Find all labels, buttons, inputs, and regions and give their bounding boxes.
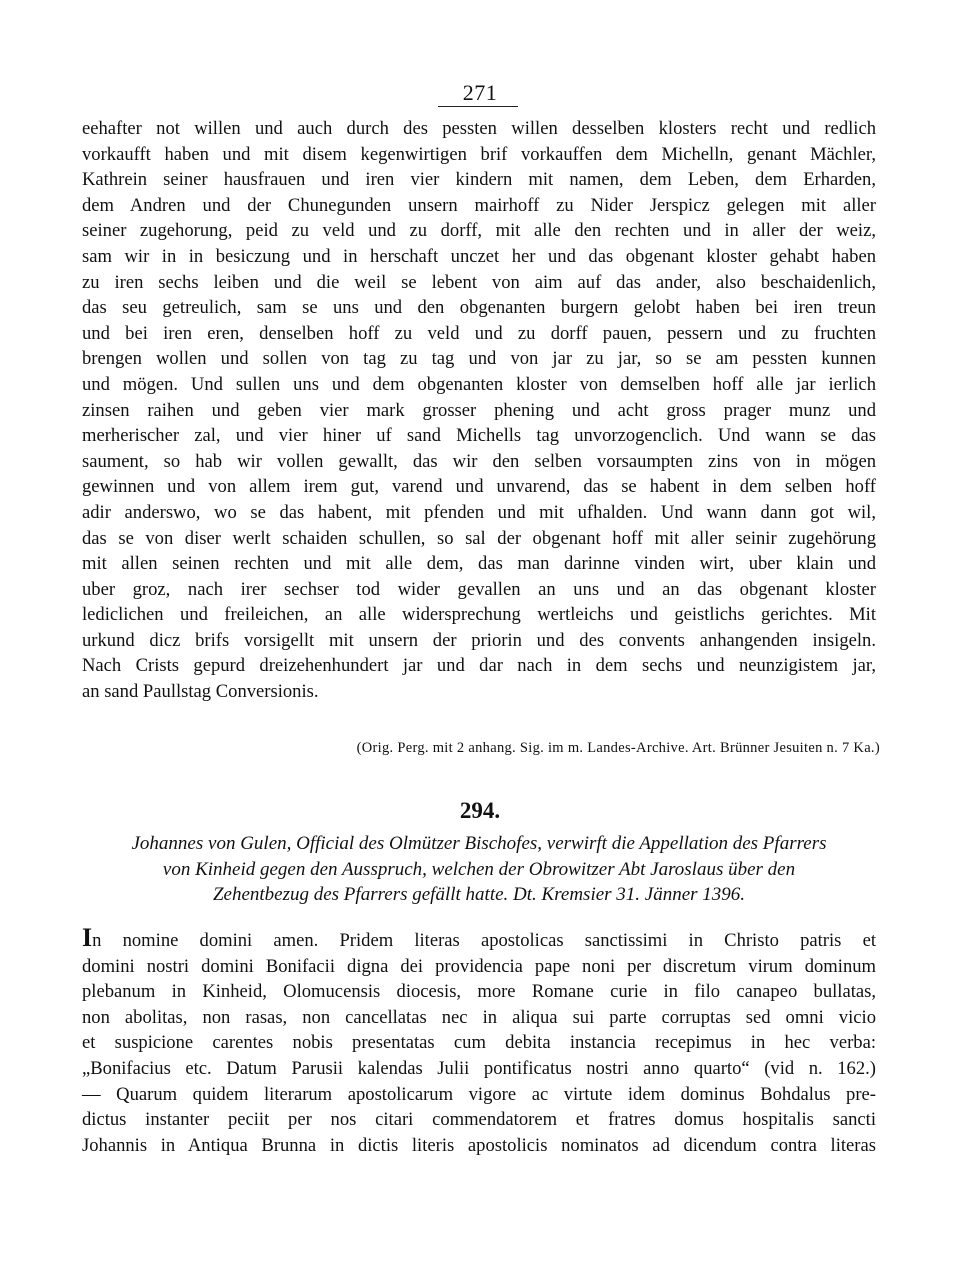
paragraph-line: dem Andren und der Chunegunden unsern mairhoff zu Nider Jerspicz gelegen mit aller <box>82 194 876 216</box>
heading-line: Zehentbezug des Pfarrers gefällt hatte. Dt. Kremsier 31. Jänner 1396. <box>212 884 746 906</box>
paragraph-line: zinsen raihen und geben vier mark grosser phening und acht gross prager munz und <box>82 399 876 421</box>
body-line: plebanum in Kinheid, Olomucensis diocesis, more Romane curie in filo canapeo bullatas, <box>82 981 876 1003</box>
paragraph-line: das seu getreulich, sam se uns und den obgenanten burgern gelobt haben bei iren treun <box>82 297 876 319</box>
paragraph-line: an sand Paullstag Conversionis. <box>82 681 319 703</box>
paragraph-line: uber groz, nach irer sechser tod wider gevallen an uns und an das obgenant kloster <box>82 578 876 600</box>
first-line-text: n nomine domini amen. Pridem literas apostolicas sanctissimi in Christo patris et <box>92 930 876 951</box>
body-line: et suspicione carentes nobis presentatas cum debita instancia recepimus in hec verba: <box>82 1032 876 1054</box>
document-body <box>82 923 876 1158</box>
paragraph-line: Nach Crists gepurd dreizehenhundert jar und dar nach in dem sechs und neunzigistem jar, <box>82 655 876 677</box>
paragraph-continued <box>82 116 876 705</box>
paragraph-line: urkund dicz brifs vorsigellt mit unsern der priorin und des convents anhangenden insigeln. <box>82 629 876 651</box>
paragraph-line: brengen wollen und sollen von tag zu tag und von jar zu jar, so se am pessten kunnen <box>82 348 876 370</box>
paragraph-line: saument, so hab wir vollen gewallt, das wir den selben vorsaumpten zins von in mögen <box>82 450 876 472</box>
paragraph-line: das se von diser werlt schaiden schullen, so sal der obgenant hoff mit aller seinir zugehörung <box>82 527 876 549</box>
body-first-line <box>82 923 876 954</box>
paragraph-line: zu iren sechs leiben und die weil se lebent von aim auf das ander, also beschaidenlich, <box>82 271 876 293</box>
paragraph-line: gewinnen und von allem irem gut, varend und unvarend, das se habent in dem selben hoff <box>82 476 876 498</box>
paragraph-line: mit allen seinen rechten und mit alle dem, das man darinne vinden wirt, uber klain und <box>82 553 876 575</box>
paragraph-line: und mögen. Und sullen uns und dem obgenanten kloster von demselben hoff alle jar ierlich <box>82 373 876 395</box>
body-line: dictus instanter peciit per nos citari commendatorem et fratres domus hospitalis sancti <box>82 1109 876 1131</box>
paragraph-line: Kathrein seiner hausfrauen und iren vier kindern mit namen, dem Leben, dem Erharden, <box>82 169 876 191</box>
paragraph-line: merherischer zal, und vier hiner uf sand Michells tag unvorzogenclich. Und wann se das <box>82 425 876 447</box>
heading-line: Johannes von Gulen, Official des Olmützer Bischofes, verwirft die Appellation des Pfarrers <box>131 833 827 854</box>
paragraph-line: und bei iren eren, denselben hoff zu veld und zu dorff pauen, pessern und zu fruchten <box>82 322 876 344</box>
source-note: (Orig. Perg. mit 2 anhang. Sig. im m. Landes-Archive. Art. Brünner Jesuiten n. 7 Ka.) <box>356 740 880 756</box>
document-heading <box>82 831 876 908</box>
body-line: „Bonifacius etc. Datum Parusii kalendas Julii pontificatus nostri anno quarto“ (vid n. 162.) <box>82 1057 876 1079</box>
initial-letter: I <box>82 923 93 952</box>
heading-line: von Kinheid gegen den Ausspruch, welchen der Obrowitzer Abt Jaroslaus über den <box>162 858 796 880</box>
body-line: domini nostri domini Bonifacii digna dei providencia pape noni per discretum virum dominum <box>82 955 876 977</box>
page-number-rule <box>438 106 518 107</box>
body-line: non abolitas, non rasas, non cancellatas nec in aliqua sui parte corruptas sed omni vicio <box>82 1006 876 1028</box>
page-number: 271 <box>462 80 498 105</box>
paragraph-line: eehafter not willen und auch durch des pessten willen desselben klosters recht und redlich <box>82 118 876 139</box>
paragraph-line: vorkaufft haben und mit disem kegenwirtigen brif vorkauffen dem Michelln, genant Mächler, <box>82 143 876 165</box>
paragraph-line: sam wir in in besiczung und in herschaft unczet her und das obgenant kloster gehabt haben <box>82 245 876 267</box>
body-line: — Quarum quidem literarum apostolicarum vigore ac virtute idem dominus Bohdalus pre- <box>82 1083 876 1105</box>
paragraph-line: lediclichen und freileichen, an alle widersprechung wertleichs und geistlichs gerichtes. Mit <box>82 604 876 626</box>
document-number: 294. <box>459 798 501 823</box>
paragraph-line: seiner zugehorung, peid zu veld und zu dorff, mit alle den rechten und in aller der weiz, <box>82 220 876 242</box>
body-line: Johannis in Antiqua Brunna in dictis literis apostolicis nominatos ad dicendum contra literas <box>82 1134 876 1156</box>
paragraph-line: adir anderswo, wo se das habent, mit pfenden und mit ufhalden. Und wann dann got wil, <box>82 501 876 523</box>
